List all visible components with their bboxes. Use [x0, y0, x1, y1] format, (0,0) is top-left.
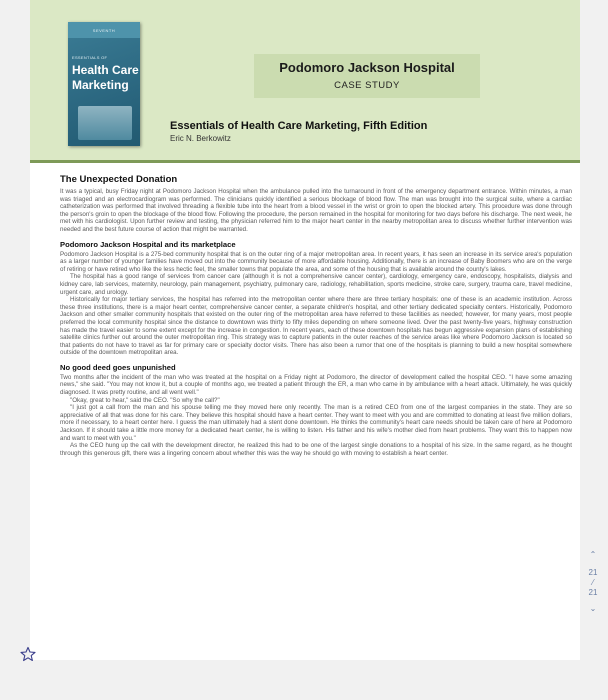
- case-header-banner: [30, 0, 580, 160]
- paragraph: Two months after the incident of the man who was treated at the hospital on a Friday night at Podomoro, the director of development called the hospital CEO. "I have some amazing news," she said. "You may not know it, but a couple of months ago, we treated a patient through the ER, a man who came in by ambulance with a heart attack. Ultimately, he was quickly diagnosed. It was pretty routine, and all went well.": [60, 373, 572, 397]
- header-divider: [30, 160, 580, 163]
- book-cover-series: ESSENTIALS OF: [72, 55, 108, 60]
- paragraph: As the CEO hung up the call with the development director, he realized this had to be one of the largest single donations to a hospital of his size. In the same regard, as he thought through this generous gift, there was a lingering concern about whether this was the way he should go with moving to establish a heart center.: [60, 442, 572, 457]
- section-heading-marketplace: Podomoro Jackson Hospital and its marketplace: [60, 239, 236, 249]
- case-subtitle: CASE STUDY: [334, 80, 400, 91]
- paragraph: Podomoro Jackson Hospital is a 275-bed community hospital that is on the outer ring of a major metropolitan area. In recent years, it has seen an increase in its service area's population as a larger number of younger families have moved out into the community because of more affordable housing. Additionally, there is an increase of Baby Boomers who are on the verge of retiring or have retired who like the less hectic feel, the smaller towns that populate the area, and some of the housing that is available around the county's lakes.: [60, 250, 572, 273]
- book-title: Essentials of Health Care Marketing, Fifth Edition: [170, 120, 428, 132]
- book-cover-title-line1: Health Care: [72, 63, 139, 77]
- book-cover-image: [68, 22, 140, 146]
- paragraph: "Okay, great to hear," said the CEO. "So why the call?": [70, 396, 220, 404]
- section-heading-unexpected-donation: The Unexpected Donation: [60, 174, 178, 185]
- page-separator-icon: ⁄: [592, 578, 594, 587]
- case-body: [60, 174, 572, 457]
- section-heading-no-good-deed: No good deed goes unpunished: [60, 362, 176, 372]
- page-current: 21: [588, 568, 598, 577]
- page-up-icon[interactable]: ⌃: [589, 550, 597, 559]
- case-title: Podomoro Jackson Hospital: [279, 60, 455, 75]
- page-down-icon[interactable]: ⌄: [589, 604, 597, 613]
- book-cover-title-line2: Marketing: [72, 78, 129, 92]
- paragraph: The hospital has a good range of services from cancer care (although it is not a comprehensive cancer center), cardiology, emergency care, endoscopy, hospitalists, dialysis and kidney care, lab services, maternity, neurology, pain management, psychiatry, pulmonary care, radiology, rehabilitation, sports medicine, stroke care, surgery, trauma care, travel medicine, urgent care, and urology.: [60, 273, 572, 296]
- document-page: [30, 0, 580, 660]
- paragraph: "I just got a call from the man and his spouse telling me they moved here only recently. The man is a retired CEO from one of the largest companies in the state. They are so appreciative of all that was done for his care. They believe this hospital should have a heart center. They want to meet with you and are committed to donating at least five million dollars, more if necessary, to a heart center here. I guess the man ultimately had a stent done downtown. He thinks the community's heart care needs should be taken care of here at Podomoro Jackson. If it should take a little more money for a dedicated heart center, he is willing to listen. His father and his wife's mother died from heart problems. They want this to happen now and want to meet with you.": [60, 404, 572, 442]
- book-cover-band: [68, 22, 140, 38]
- case-title-box: [254, 54, 480, 98]
- paragraph: It was a typical, busy Friday night at Podomoro Jackson Hospital when the ambulance pulled into the turnaround in front of the emergency department entrance. Within minutes, a man was triaged and an electrocardiogram was performed. The clinicians quickly identified a serious blockage of blood flow. The man was brought into the surgical suite, where a cardiac catheterization was performed that involved threading a flexible tube into the heart from a blood vessel in the wrist or groin to open the blocked artery. This procedure was done through the person's groin to open the blockage of the blood flow. Following the procedure, the person remained in the hospital for monitoring for two days before his discharge. The next week, he met with his cardiologist. Upon further review and testing, the physician referred him to the major heart center in the nearby metropolitan area to discuss whether further intervention was needed and the best future course of action that might be warranted.: [60, 188, 572, 233]
- page-total: 21: [588, 588, 598, 597]
- bookmark-star-icon[interactable]: [20, 646, 36, 662]
- book-cover-photo: [78, 106, 132, 140]
- book-cover-edition: SEVENTH: [92, 28, 116, 33]
- book-author: Eric N. Berkowitz: [170, 134, 231, 143]
- paragraph: Historically for major tertiary services, the hospital has referred into the metropolitan center where there are three tertiary hospitals: one of these is an academic institution. Across these three institutions, there is a major heart center, comprehensive cancer center, a separate children's hospital, and other tertiary dedicated specialty centers. Historically, Podomoro Jackson and other smaller community hospitals that existed on the outer ring of the metropolitan area have referred to these facilities as needed; however, for many years, most people preferred the local community hospital since the distance to downtown was thirty to fifty miles depending on where someone lived. Over the past twenty-five years, highway construction has made the travel easier to some extent except for the increase in congestion. In recent years, each of these downtown hospitals has begun aggressive expansion plans of establishing satellite clinics further out around the outer metropolitan ring. This strategy was to capture patients in the outer reaches of the service areas like where Podomoro Jackson is located so that patients do not have to travel as far for primary care or specialty doctor visits. There has also been a rumor that one of the hospitals is planning to build a new hospital somewhere outside of the downtown metropolitan area.: [60, 296, 572, 357]
